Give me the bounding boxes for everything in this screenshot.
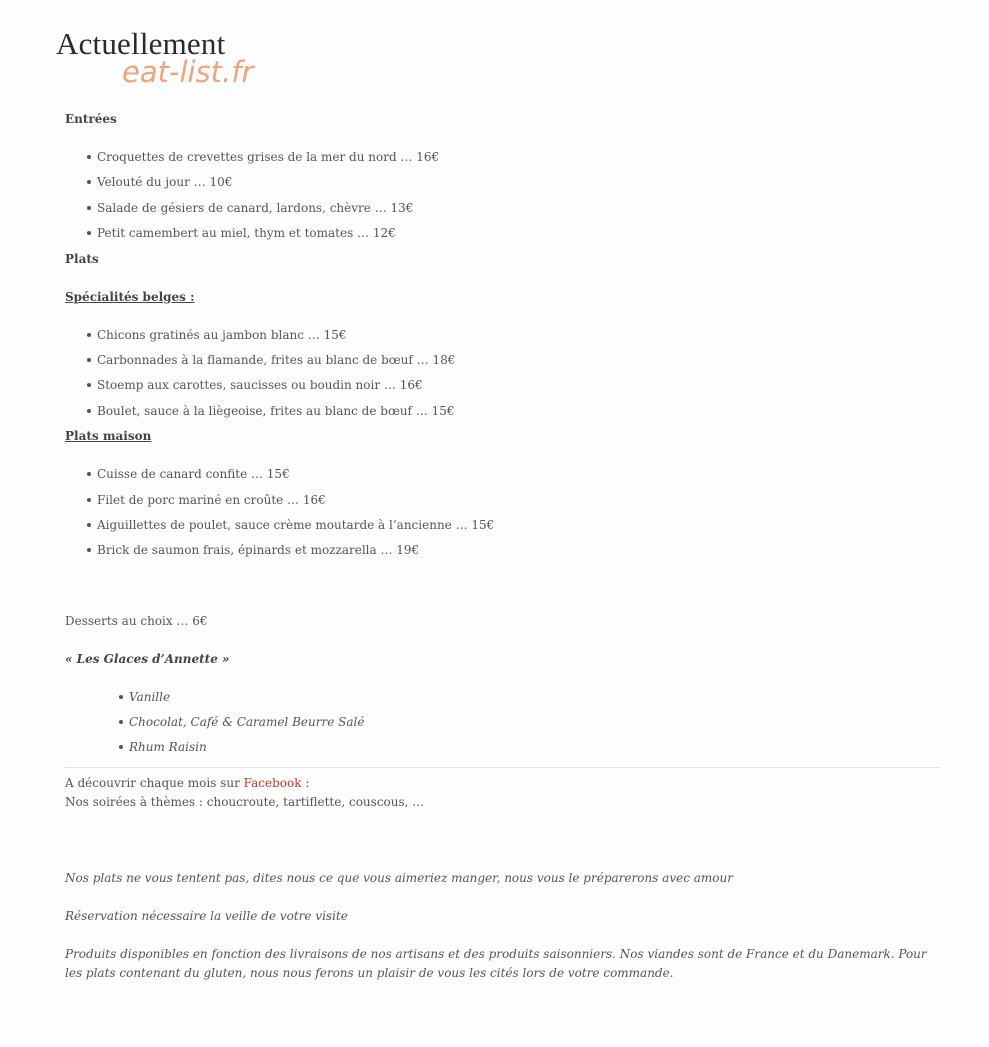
list-item: Chicons gratinés au jambon blanc … 15€	[97, 326, 940, 351]
list-item: Velouté du jour … 10€	[97, 173, 940, 198]
glaces-list	[65, 688, 940, 764]
list-item: Croquettes de crevettes grises de la mer du nord … 16€	[97, 148, 940, 173]
list-item: Vanille	[129, 688, 940, 713]
note-custom-dish: Nos plats ne vous tentent pas, dites nous ce que vous aimeriez manger, nous vous le préparerons avec amour	[65, 870, 733, 885]
list-item: Salade de gésiers de canard, lardons, chèvre … 13€	[97, 199, 940, 224]
list-item: Aiguillettes de poulet, sauce crème moutarde à l’ancienne … 15€	[97, 516, 940, 541]
section-title-entrees: Entrées	[65, 112, 117, 126]
maison-list	[65, 465, 940, 567]
desserts-line: Desserts au choix … 6€	[65, 613, 208, 628]
list-item: Carbonnades à la flamande, frites au blanc de bœuf … 18€	[97, 351, 940, 376]
site-logo[interactable]	[56, 26, 316, 90]
list-item: Petit camembert au miel, thym et tomates … 12€	[97, 224, 940, 249]
entrees-list	[65, 148, 940, 250]
menu-content	[65, 110, 940, 983]
facebook-link[interactable]: Facebook	[243, 775, 302, 790]
events-line	[65, 774, 940, 793]
list-item: Filet de porc mariné en croûte … 16€	[97, 491, 940, 516]
logo-title: Actuellement	[56, 26, 226, 61]
themes-line: Nos soirées à thèmes : choucroute, tartiflette, couscous, …	[65, 794, 425, 809]
list-item: Cuisse de canard confite … 15€	[97, 465, 940, 490]
note-products: Produits disponibles en fonction des livraisons de nos artisans et des produits saisonniers. Nos viandes sont de France et du Danemark. Pour les plats contenant du gluten, nous nous ferons un plaisir de vous les cités lors de votre commande.	[65, 946, 927, 980]
list-item: Rhum Raisin	[129, 738, 940, 763]
section-title-plats: Plats	[65, 251, 99, 266]
belges-list	[65, 326, 940, 428]
events-prefix: A découvrir chaque mois sur	[65, 775, 244, 790]
subsection-title-belges: Spécialités belges :	[65, 289, 195, 304]
list-item: Chocolat, Café & Caramel Beurre Salé	[129, 713, 940, 738]
desserts-brand: « Les Glaces d’Annette »	[65, 651, 230, 666]
events-suffix: :	[301, 775, 310, 790]
list-item: Brick de saumon frais, épinards et mozzarella … 19€	[97, 541, 940, 566]
list-item: Stoemp aux carottes, saucisses ou boudin noir … 16€	[97, 376, 940, 401]
note-reservation: Réservation nécessaire la veille de votre visite	[65, 908, 348, 923]
subsection-title-maison: Plats maison	[65, 429, 152, 444]
list-item: Boulet, sauce à la liègeoise, frites au blanc de bœuf … 15€	[97, 402, 940, 427]
logo-subtitle: eat-list.fr	[122, 55, 254, 89]
